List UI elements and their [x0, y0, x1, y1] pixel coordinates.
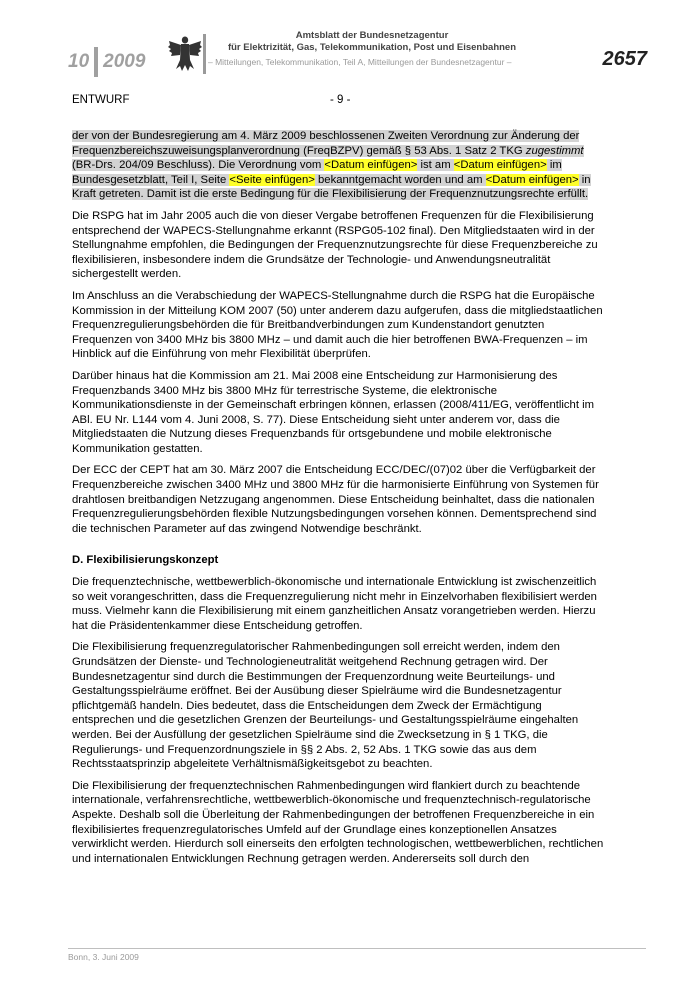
paragraph-6: Die frequenztechnische, wettbewerblich-ökonomische und internationale Entwicklung ist zwischenzeitlich so weit vorangeschritten, dass die Frequenzregulierung nicht mehr in Einzelvorhaben flexibilisiert werden muss. Vielmehr kann die Flexibilisierung mit einem ganzheitlichen Ansatz vorangetrieben werden. Hierzu hat die Präsidentenkammer diese Entscheidung getroffen.	[72, 576, 597, 632]
paragraph-7: Die Flexibilisierung frequenzregulatorischer Rahmenbedingungen soll erreicht werden, indem den Grundsätzen der Dienste- und Technologieneutralität weitgehend Rechnung getragen wird. Der Bundesnetzagentur sind durch die Bestimmungen der Frequenzordnung weite Beurteilungs- und Gestaltungsspielräume eröffnet. Bei der Ausübung dieser Spielräume wird die Bundesnetzagentur pflichtgemäß handeln. Dies bedeutet, dass die Entscheidungen dem Zweck der Ermächtigung entsprechen und die gesetzlichen Grenzen der Beurteilungs- und Gestaltungsspielräume eingehalten werden. Bei der Ausfüllung der gesetzlichen Spielräume sind die Zwecksetzung in § 1 TKG, die Regulierungs- und Frequenzordnungsziele in §§ 2 Abs. 2, 52 Abs. 1 TKG sowie das aus dem Rechtsstaatsprinzip abgeleitete Verhältnismäßigkeitsgebot zu beachten.	[72, 641, 579, 771]
grey-highlight-2: (BR-Drs. 204/09 Beschluss). Die Verordnung vom	[72, 159, 325, 172]
draft-label: ENTWURF	[72, 94, 130, 106]
publication-subtitle: – Mitteilungen, Telekommunikation, Teil A, Mitteilungen der Bundesnetzagentur –	[208, 57, 512, 67]
paragraph-2: Die RSPG hat im Jahr 2005 auch die von dieser Vergabe betroffenen Frequenzen für die Flexibilisierung entsprechend der WAPECS-Stellungnahme erkannt (RSPG05-102 final). Den Mitgliedstaaten wird in der Stellungnahme empfohlen, die Bedingungen der Frequenznutzungsrechte für diese Frequenzbereiche zu flexibilisieren, insbesondere indem die Grundsätze der Technologie- und Anwendungsneutralität sichergestellt werden.	[72, 209, 598, 281]
emphasis-zugestimmt: zugestimmt	[525, 144, 584, 157]
federal-eagle-icon	[167, 33, 203, 73]
footer-divider	[68, 948, 646, 949]
issue-label	[68, 50, 145, 74]
draft-page-number: - 9 -	[330, 94, 351, 106]
issue-year: 2009	[103, 51, 146, 72]
grey-highlight-6: in Kraft getreten. Damit ist die erste Bedingung für die Flexibilisierung der Frequenznutzungsrechte erfüllt.	[72, 173, 591, 201]
grey-highlight-5: bekanntgemacht worden und am	[314, 173, 486, 186]
grey-highlight-4: im Bundesgesetzblatt, Teil I, Seite	[72, 159, 562, 186]
header-divider	[203, 34, 206, 74]
document-body	[72, 129, 605, 873]
placeholder-date-2: <Datum einfügen>	[453, 159, 547, 172]
placeholder-date-3: <Datum einfügen>	[485, 173, 579, 186]
placeholder-page: <Seite einfügen>	[229, 173, 315, 186]
publication-title-line1: Amtsblatt der Bundesnetzagentur	[295, 30, 449, 41]
page-number: 2657	[602, 48, 647, 70]
section-heading: D. Flexibilisierungskonzept	[72, 554, 219, 567]
paragraph-4: Darüber hinaus hat die Kommission am 21. Mai 2008 eine Entscheidung zur Harmonisierung des Frequenzbands 3400 MHz bis 3800 MHz für terrestrische Systeme, die elektronische Kommunikationsdienste in der Gemeinschaft erbringen können, erlassen (2008/411/EG, veröffentlicht im ABl. EU Nr. L144 vom 4. Juni 2008, S. 77). Diese Entscheidung sieht unter anderem vor, dass die Mitgliedstaaten die Nutzung dieses Frequenzbands für ortsgebundene und mobile elektronische Kommunikation gestatten.	[72, 369, 595, 455]
issue-separator	[94, 47, 98, 77]
paragraph-1	[72, 129, 605, 202]
footer-date: Bonn, 3. Juni 2009	[68, 952, 139, 962]
grey-highlight-1: der von der Bundesregierung am 4. März 2009 beschlossenen Zweiten Verordnung zur Änderung der Frequenzbereichszuweisungsplanverordnung (FreqBZPV) gemäß § 53 Abs. 1 Satz 2 TKG	[72, 130, 580, 157]
placeholder-date-1: <Datum einfügen>	[324, 159, 418, 172]
publication-title	[212, 30, 532, 53]
paragraph-5: Der ECC der CEPT hat am 30. März 2007 die Entscheidung ECC/DEC/(07)02 über die Verfügbarkeit der Frequenzbereiche zwischen 3400 MHz und 3800 MHz für die harmonisierte Einführung von Systemen für drahtlosen breitbandigen Netzzugang angenommen. Diese Entscheidung beinhaltet, dass die nationalen Frequenzregulierungsbehörden flexible Nutzungsbedingungen vorsehen können. Dementsprechend sind die technischen Parameter auf das zwingend Notwendige beschränkt.	[72, 464, 599, 535]
paragraph-3: Im Anschluss an die Verabschiedung der WAPECS-Stellungnahme durch die RSPG hat die Europäische Kommission in der Mitteilung KOM 2007 (50) unter anderem dazu aufgerufen, dass die mitgliedstaatlichen Frequenzregulierungsbehörden die für Breitbandverbindungen zum Kundenstandort genutzten Frequenzen von 3400 MHz bis 3800 MHz – und damit auch die hier betroffenen BWA-Frequenzen – im Hinblick auf die Einführung von mehr Flexibilität überprüfen.	[72, 289, 603, 361]
grey-highlight-emphasis	[526, 145, 584, 157]
publication-title-line2: für Elektrizität, Gas, Telekommunikation, Post und Eisenbahnen	[227, 41, 517, 53]
paragraph-8: Die Flexibilisierung der frequenztechnischen Rahmenbedingungen wird flankiert durch zu beachtende internationale, verfahrensrechtliche, wettbewerblich-ökonomische und frequenztechnisch-regulatorische Aspekte. Deshalb soll die Überleitung der Rahmenbedingungen der betroffenen Frequenzbereiche in ein flexibilisiertes frequenzregulatorisches Umfeld auf der Grundlage eines konzeptionellen Ansatzes verwirklicht werden. Hierdurch soll einerseits den erfolgten technologischen, wettbewerblichen, rechtlichen und internationalen Entwicklungen Rechnung getragen werden. Andererseits soll durch den	[72, 779, 604, 865]
grey-highlight-3: ist am	[417, 159, 454, 172]
issue-number: 10	[68, 51, 90, 72]
